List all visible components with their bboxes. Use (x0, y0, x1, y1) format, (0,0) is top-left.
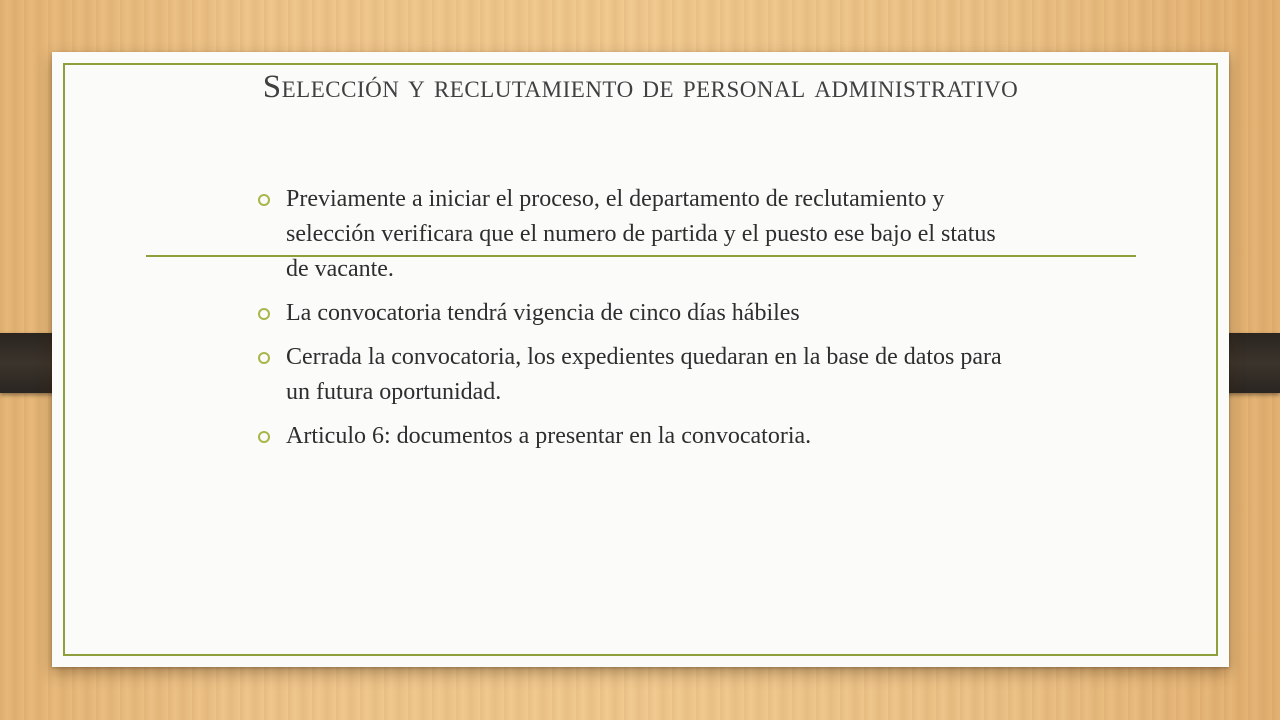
ring-bullet-icon (258, 431, 270, 443)
bullet-text: Previamente a iniciar el proceso, el departamento de reclutamiento y selección verificara que el numero de partida y el puesto ese bajo el status de vacante. (286, 186, 996, 282)
bullet-item (258, 296, 1018, 331)
slide-paper (52, 52, 1229, 667)
bullet-item (258, 419, 1018, 454)
bullet-text: Articulo 6: documentos a presentar en la convocatoria. (286, 423, 812, 449)
bullet-text: La convocatoria tendrá vigencia de cinco días hábiles (286, 300, 800, 326)
ring-bullet-icon (258, 308, 270, 320)
bullet-item (258, 340, 1018, 410)
ring-bullet-icon (258, 352, 270, 364)
bullet-list (258, 182, 1018, 463)
ring-bullet-icon (258, 194, 270, 206)
slide-title: Selección y reclutamiento de personal administrativo (262, 69, 1019, 105)
bullet-text: Cerrada la convocatoria, los expedientes quedaran en la base de datos para un futura oportunidad. (286, 344, 1002, 405)
bullet-item (258, 182, 1018, 287)
